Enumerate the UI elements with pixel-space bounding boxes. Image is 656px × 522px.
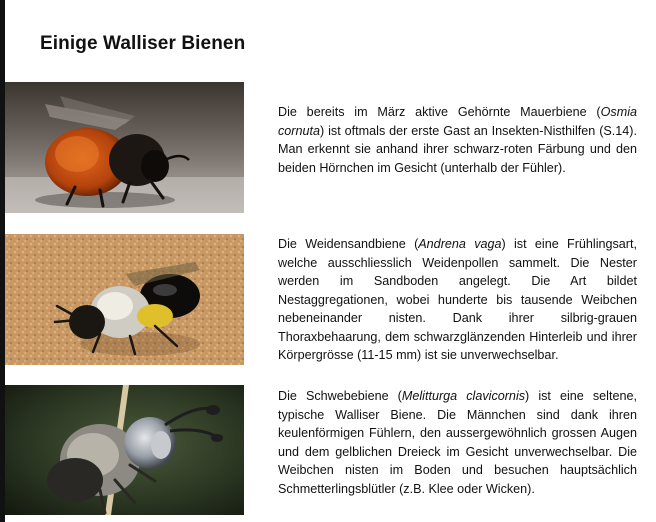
page-title: Einige Walliser Bienen: [40, 33, 246, 54]
melitturga-clavicornis-photo: [5, 385, 244, 515]
osmia-cornuta-photo: [5, 82, 244, 213]
latin-name: Andrena vaga: [418, 237, 502, 251]
melitturga-clavicornis-description: Die Schwebebiene (Melitturga clavicornis) ist eine seltene, typische Walliser Biene. Die Männchen sind dank ihren keulenförmigen Fühlern, den aussergewöhnlich grossen Augen und dem gelblichen Dreieck im Gesicht unverwechselbar. Die Weibchen nisten im Boden und besuchen hauptsächlich Schmetterlingsblütler (z.B. Klee oder Wicken).: [278, 389, 637, 496]
latin-name: Osmia cornuta: [278, 105, 637, 138]
andrena-vaga-photo: [5, 234, 244, 365]
andrena-vaga-description: Die Weidensandbiene (Andrena vaga) ist eine Frühlingsart, welche ausschliesslich Weidenpollen sammelt. Die Nester werden im Sandboden angelegt. Die Art bildet Nestaggregationen, wobei hunderte bis tausende Weibchen nebeneinander nisten. Dank ihrer silbrig-grauen Thoraxbehaarung, dem schwarzglänzenden Hinterleib und ihrer Körpergrösse (11-15 mm) ist sie unverwechselbar.: [278, 237, 637, 362]
latin-name: Melitturga clavicornis: [401, 389, 526, 403]
osmia-cornuta-description: Die bereits im März aktive Gehörnte Mauerbiene (Osmia cornuta) ist oftmals der erste Gast an Insekten-Nisthilfen (S.14). Man erkennt sie anhand ihrer schwarz-roten Färbung und den beiden Hörnchen im Gesicht (unterhalb der Fühler).: [278, 105, 637, 175]
